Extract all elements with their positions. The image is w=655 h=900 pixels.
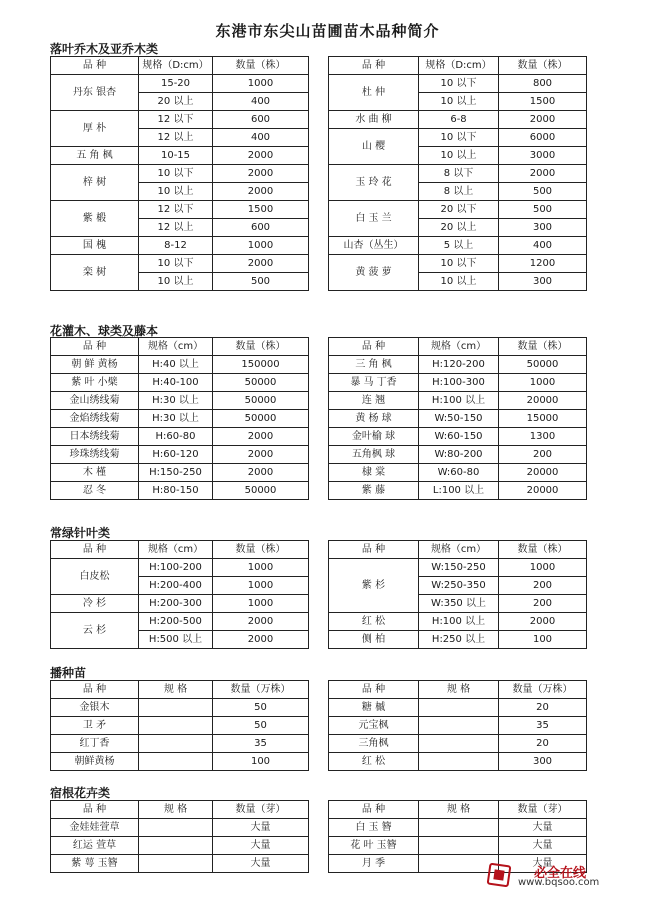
quantity-cell: 1000 (499, 374, 587, 392)
variety-cell: 侧 柏 (329, 631, 419, 649)
quantity-cell: 100 (499, 631, 587, 649)
quantity-cell: 300 (499, 219, 587, 237)
variety-cell: 三角枫 (329, 735, 419, 753)
variety-cell: 红 松 (329, 613, 419, 631)
column-gap (309, 801, 329, 819)
variety-cell: 白 玉 簪 (329, 819, 419, 837)
column-gap (309, 559, 329, 577)
variety-cell: 黄 杨 球 (329, 410, 419, 428)
column-gap (309, 482, 329, 500)
header-cell: 数量（芽） (213, 801, 309, 819)
header-cell: 品 种 (329, 801, 419, 819)
quantity-cell: 15000 (499, 410, 587, 428)
spec-cell: H:200-500 (139, 613, 213, 631)
quantity-cell: 50 (213, 717, 309, 735)
spec-cell: 5 以上 (419, 237, 499, 255)
quantity-cell: 50000 (213, 374, 309, 392)
spec-cell: 10 以上 (139, 183, 213, 201)
header-cell: 数量（株） (213, 541, 309, 559)
spec-cell: H:60-80 (139, 428, 213, 446)
spec-cell (139, 717, 213, 735)
spec-cell: 12 以下 (139, 201, 213, 219)
variety-cell: 红 松 (329, 753, 419, 771)
spec-cell (419, 717, 499, 735)
spec-cell: 8-12 (139, 237, 213, 255)
spec-cell: H:60-120 (139, 446, 213, 464)
quantity-cell: 20000 (499, 392, 587, 410)
quantity-cell: 大量 (499, 819, 587, 837)
quantity-cell: 1000 (499, 559, 587, 577)
quantity-cell: 1000 (213, 577, 309, 595)
header-cell: 数量（株） (499, 57, 587, 75)
spec-cell (419, 855, 499, 873)
column-gap (309, 541, 329, 559)
quantity-cell: 50 (213, 699, 309, 717)
column-gap (309, 255, 329, 273)
quantity-cell: 50000 (213, 410, 309, 428)
variety-cell: 山 樱 (329, 129, 419, 165)
spec-cell (139, 855, 213, 873)
table-row (51, 428, 587, 446)
spec-cell: 20 以上 (419, 219, 499, 237)
column-gap (309, 410, 329, 428)
variety-cell: 红运 萱草 (51, 837, 139, 855)
quantity-cell: 500 (499, 201, 587, 219)
variety-cell: 白皮松 (51, 559, 139, 595)
variety-cell: 连 翘 (329, 392, 419, 410)
header-cell: 规格（D:cm） (139, 57, 213, 75)
spec-cell: 12 以上 (139, 129, 213, 147)
header-cell: 数量（株） (499, 541, 587, 559)
quantity-cell: 100 (213, 753, 309, 771)
spec-cell: 10 以下 (419, 129, 499, 147)
quantity-cell: 50000 (499, 356, 587, 374)
column-gap (309, 464, 329, 482)
variety-cell: 山杏（丛生） (329, 237, 419, 255)
table-row (51, 201, 587, 219)
quantity-cell: 1000 (213, 237, 309, 255)
spec-cell (419, 819, 499, 837)
spec-cell (139, 837, 213, 855)
spec-cell: H:100-200 (139, 559, 213, 577)
quantity-cell: 大量 (213, 819, 309, 837)
section-title-perennials: 宿根花卉类 (50, 786, 111, 800)
quantity-cell: 1000 (213, 559, 309, 577)
table-seedlings (50, 680, 587, 771)
spec-cell: W:80-200 (419, 446, 499, 464)
section-title-conifers: 常绿针叶类 (50, 526, 111, 540)
spec-cell: H:80-150 (139, 482, 213, 500)
quantity-cell: 50000 (213, 392, 309, 410)
column-gap (309, 147, 329, 165)
column-gap (309, 855, 329, 873)
spec-cell: W:60-150 (419, 428, 499, 446)
quantity-cell: 50000 (213, 482, 309, 500)
column-gap (309, 219, 329, 237)
page-title: 东港市东尖山苗圃苗木品种简介 (215, 22, 440, 40)
variety-cell: 金山绣线菊 (51, 392, 139, 410)
spec-cell: H:30 以上 (139, 392, 213, 410)
spec-cell: 10 以上 (419, 93, 499, 111)
column-gap (309, 717, 329, 735)
header-cell: 数量（株） (213, 57, 309, 75)
spec-cell: 8 以下 (419, 165, 499, 183)
variety-cell: 五 角 枫 (51, 147, 139, 165)
table-row (51, 464, 587, 482)
quantity-cell: 400 (213, 93, 309, 111)
section-title-shrubs: 花灌木、球类及藤本 (50, 324, 159, 338)
header-cell: 品 种 (51, 801, 139, 819)
quantity-cell: 2000 (213, 183, 309, 201)
variety-cell: 金焰绣线菊 (51, 410, 139, 428)
quantity-cell: 200 (499, 577, 587, 595)
table-row (51, 482, 587, 500)
table-row (51, 699, 587, 717)
section-title-deciduous: 落叶乔木及亚乔木类 (50, 42, 159, 56)
watermark-url: www.bqsoo.com (518, 877, 600, 888)
variety-cell: 紫 藤 (329, 482, 419, 500)
header-cell: 数量（株） (213, 338, 309, 356)
header-cell: 数量（芽） (499, 801, 587, 819)
quantity-cell: 大量 (213, 855, 309, 873)
variety-cell: 珍珠绣线菊 (51, 446, 139, 464)
quantity-cell: 2000 (213, 464, 309, 482)
column-gap (309, 57, 329, 75)
spec-cell: W:50-150 (419, 410, 499, 428)
table-deciduous (50, 56, 587, 291)
spec-cell: H:40 以上 (139, 356, 213, 374)
variety-cell: 国 槐 (51, 237, 139, 255)
quantity-cell: 20 (499, 699, 587, 717)
variety-cell: 朝鲜黄杨 (51, 753, 139, 771)
quantity-cell: 35 (499, 717, 587, 735)
logo-icon (487, 863, 512, 888)
variety-cell: 金娃娃萱草 (51, 819, 139, 837)
quantity-cell: 500 (213, 273, 309, 291)
variety-cell: 白 玉 兰 (329, 201, 419, 237)
spec-cell: W:250-350 (419, 577, 499, 595)
variety-cell: 糖 槭 (329, 699, 419, 717)
quantity-cell: 800 (499, 75, 587, 93)
quantity-cell: 2000 (213, 428, 309, 446)
quantity-cell: 2000 (213, 446, 309, 464)
quantity-cell: 600 (213, 219, 309, 237)
table-row (51, 255, 587, 273)
column-gap (309, 93, 329, 111)
variety-cell: 黄 菠 萝 (329, 255, 419, 291)
spec-cell: H:30 以上 (139, 410, 213, 428)
header-cell: 品 种 (329, 541, 419, 559)
variety-cell: 忍 冬 (51, 482, 139, 500)
spec-cell: 10 以下 (139, 165, 213, 183)
header-cell: 品 种 (329, 338, 419, 356)
quantity-cell: 35 (213, 735, 309, 753)
table-row (51, 819, 587, 837)
column-gap (309, 735, 329, 753)
variety-cell: 花 叶 玉簪 (329, 837, 419, 855)
column-gap (309, 237, 329, 255)
column-gap (309, 631, 329, 649)
spec-cell: W:60-80 (419, 464, 499, 482)
header-cell: 品 种 (51, 338, 139, 356)
table-row (51, 595, 587, 613)
column-gap (309, 111, 329, 129)
column-gap (309, 681, 329, 699)
quantity-cell: 400 (499, 237, 587, 255)
variety-cell: 梓 树 (51, 165, 139, 201)
table-header-row (51, 541, 587, 559)
table-row (51, 147, 587, 165)
table-row (51, 753, 587, 771)
quantity-cell: 300 (499, 753, 587, 771)
spec-cell: 10 以下 (139, 255, 213, 273)
header-cell: 数量（株） (499, 338, 587, 356)
column-gap (309, 595, 329, 613)
column-gap (309, 165, 329, 183)
table-shrubs (50, 337, 587, 500)
spec-cell: H:120-200 (419, 356, 499, 374)
table-header-row (51, 801, 587, 819)
table-row (51, 111, 587, 129)
table-row (51, 392, 587, 410)
spec-cell: 6-8 (419, 111, 499, 129)
variety-cell: 木 槿 (51, 464, 139, 482)
variety-cell: 三 角 枫 (329, 356, 419, 374)
quantity-cell: 2000 (213, 255, 309, 273)
table-row (51, 446, 587, 464)
spec-cell (419, 699, 499, 717)
spec-cell: H:500 以上 (139, 631, 213, 649)
spec-cell: W:350 以上 (419, 595, 499, 613)
section-title-seedlings: 播种苗 (50, 666, 87, 680)
column-gap (309, 392, 329, 410)
table-conifers (50, 540, 587, 649)
quantity-cell: 20 (499, 735, 587, 753)
variety-cell: 月 季 (329, 855, 419, 873)
quantity-cell: 大量 (499, 837, 587, 855)
column-gap (309, 129, 329, 147)
column-gap (309, 273, 329, 291)
table-row (51, 735, 587, 753)
variety-cell: 紫 杉 (329, 559, 419, 613)
spec-cell: 10 以下 (419, 255, 499, 273)
column-gap (309, 753, 329, 771)
column-gap (309, 374, 329, 392)
quantity-cell: 1200 (499, 255, 587, 273)
quantity-cell: 大量 (499, 855, 587, 873)
header-cell: 规 格 (419, 801, 499, 819)
spec-cell: H:150-250 (139, 464, 213, 482)
variety-cell: 冷 杉 (51, 595, 139, 613)
header-cell: 数量（万株） (213, 681, 309, 699)
spec-cell: H:100-300 (419, 374, 499, 392)
spec-cell: 10 以上 (419, 273, 499, 291)
table-row (51, 613, 587, 631)
quantity-cell: 200 (499, 446, 587, 464)
column-gap (309, 699, 329, 717)
variety-cell: 厚 朴 (51, 111, 139, 147)
column-gap (309, 819, 329, 837)
spec-cell: 12 以下 (139, 111, 213, 129)
quantity-cell: 1500 (499, 93, 587, 111)
spec-cell: H:40-100 (139, 374, 213, 392)
spec-cell: 10 以上 (139, 273, 213, 291)
spec-cell: 12 以上 (139, 219, 213, 237)
variety-cell: 紫 萼 玉簪 (51, 855, 139, 873)
quantity-cell: 20000 (499, 482, 587, 500)
quantity-cell: 2000 (213, 165, 309, 183)
spec-cell (139, 699, 213, 717)
spec-cell (419, 837, 499, 855)
header-cell: 品 种 (51, 681, 139, 699)
header-cell: 品 种 (51, 541, 139, 559)
quantity-cell: 500 (499, 183, 587, 201)
column-gap (309, 446, 329, 464)
quantity-cell: 大量 (213, 837, 309, 855)
header-cell: 规格（cm） (419, 338, 499, 356)
spec-cell: 8 以上 (419, 183, 499, 201)
column-gap (309, 183, 329, 201)
quantity-cell: 400 (213, 129, 309, 147)
quantity-cell: 600 (213, 111, 309, 129)
quantity-cell: 1000 (213, 595, 309, 613)
variety-cell: 日本绣线菊 (51, 428, 139, 446)
watermark-name: 必全在线 (534, 866, 587, 881)
spec-cell: 20 以下 (419, 201, 499, 219)
quantity-cell: 1500 (213, 201, 309, 219)
table-row (51, 559, 587, 577)
column-gap (309, 837, 329, 855)
variety-cell: 卫 矛 (51, 717, 139, 735)
header-cell: 规格（D:cm） (419, 57, 499, 75)
quantity-cell: 200 (499, 595, 587, 613)
spec-cell: H:200-400 (139, 577, 213, 595)
header-cell: 规格（cm） (419, 541, 499, 559)
spec-cell (419, 735, 499, 753)
watermark-logo (488, 862, 648, 890)
quantity-cell: 2000 (499, 613, 587, 631)
variety-cell: 元宝枫 (329, 717, 419, 735)
spec-cell: H:200-300 (139, 595, 213, 613)
column-gap (309, 201, 329, 219)
variety-cell: 玉 玲 花 (329, 165, 419, 201)
spec-cell: 10 以下 (419, 75, 499, 93)
column-gap (309, 428, 329, 446)
variety-cell: 金叶榆 球 (329, 428, 419, 446)
quantity-cell: 20000 (499, 464, 587, 482)
header-cell: 品 种 (329, 57, 419, 75)
table-row (51, 165, 587, 183)
spec-cell: H:100 以上 (419, 392, 499, 410)
spec-cell: 10 以上 (419, 147, 499, 165)
header-cell: 品 种 (329, 681, 419, 699)
variety-cell: 丹东 银杏 (51, 75, 139, 111)
variety-cell: 五角枫 球 (329, 446, 419, 464)
variety-cell: 紫 叶 小檗 (51, 374, 139, 392)
quantity-cell: 150000 (213, 356, 309, 374)
quantity-cell: 1000 (213, 75, 309, 93)
table-header-row (51, 338, 587, 356)
header-cell: 规 格 (139, 801, 213, 819)
variety-cell: 水 曲 柳 (329, 111, 419, 129)
header-cell: 规格（cm） (139, 541, 213, 559)
quantity-cell: 2000 (499, 111, 587, 129)
variety-cell: 朝 鲜 黄杨 (51, 356, 139, 374)
column-gap (309, 356, 329, 374)
quantity-cell: 2000 (213, 147, 309, 165)
header-cell: 规格（cm） (139, 338, 213, 356)
quantity-cell: 2000 (499, 165, 587, 183)
quantity-cell: 2000 (213, 631, 309, 649)
spec-cell: H:250 以上 (419, 631, 499, 649)
quantity-cell: 300 (499, 273, 587, 291)
table-row (51, 410, 587, 428)
table-row (51, 837, 587, 855)
table-row (51, 75, 587, 93)
variety-cell: 棣 棠 (329, 464, 419, 482)
header-cell: 品 种 (51, 57, 139, 75)
quantity-cell: 2000 (213, 613, 309, 631)
header-cell: 规 格 (419, 681, 499, 699)
table-row (51, 356, 587, 374)
table-row (51, 237, 587, 255)
variety-cell: 杜 仲 (329, 75, 419, 111)
table-header-row (51, 57, 587, 75)
table-header-row (51, 681, 587, 699)
header-cell: 规 格 (139, 681, 213, 699)
spec-cell: 15-20 (139, 75, 213, 93)
table-row (51, 374, 587, 392)
column-gap (309, 75, 329, 93)
header-cell: 数量（万株） (499, 681, 587, 699)
variety-cell: 暴 马 丁香 (329, 374, 419, 392)
quantity-cell: 1300 (499, 428, 587, 446)
variety-cell: 金银木 (51, 699, 139, 717)
variety-cell: 栾 树 (51, 255, 139, 291)
spec-cell (139, 819, 213, 837)
quantity-cell: 6000 (499, 129, 587, 147)
variety-cell: 紫 椴 (51, 201, 139, 237)
column-gap (309, 338, 329, 356)
variety-cell: 红丁香 (51, 735, 139, 753)
column-gap (309, 577, 329, 595)
spec-cell (139, 753, 213, 771)
variety-cell: 云 杉 (51, 613, 139, 649)
spec-cell: W:150-250 (419, 559, 499, 577)
spec-cell: 20 以上 (139, 93, 213, 111)
spec-cell (419, 753, 499, 771)
spec-cell (139, 735, 213, 753)
column-gap (309, 613, 329, 631)
table-row (51, 717, 587, 735)
quantity-cell: 3000 (499, 147, 587, 165)
spec-cell: 10-15 (139, 147, 213, 165)
spec-cell: L:100 以上 (419, 482, 499, 500)
spec-cell: H:100 以上 (419, 613, 499, 631)
